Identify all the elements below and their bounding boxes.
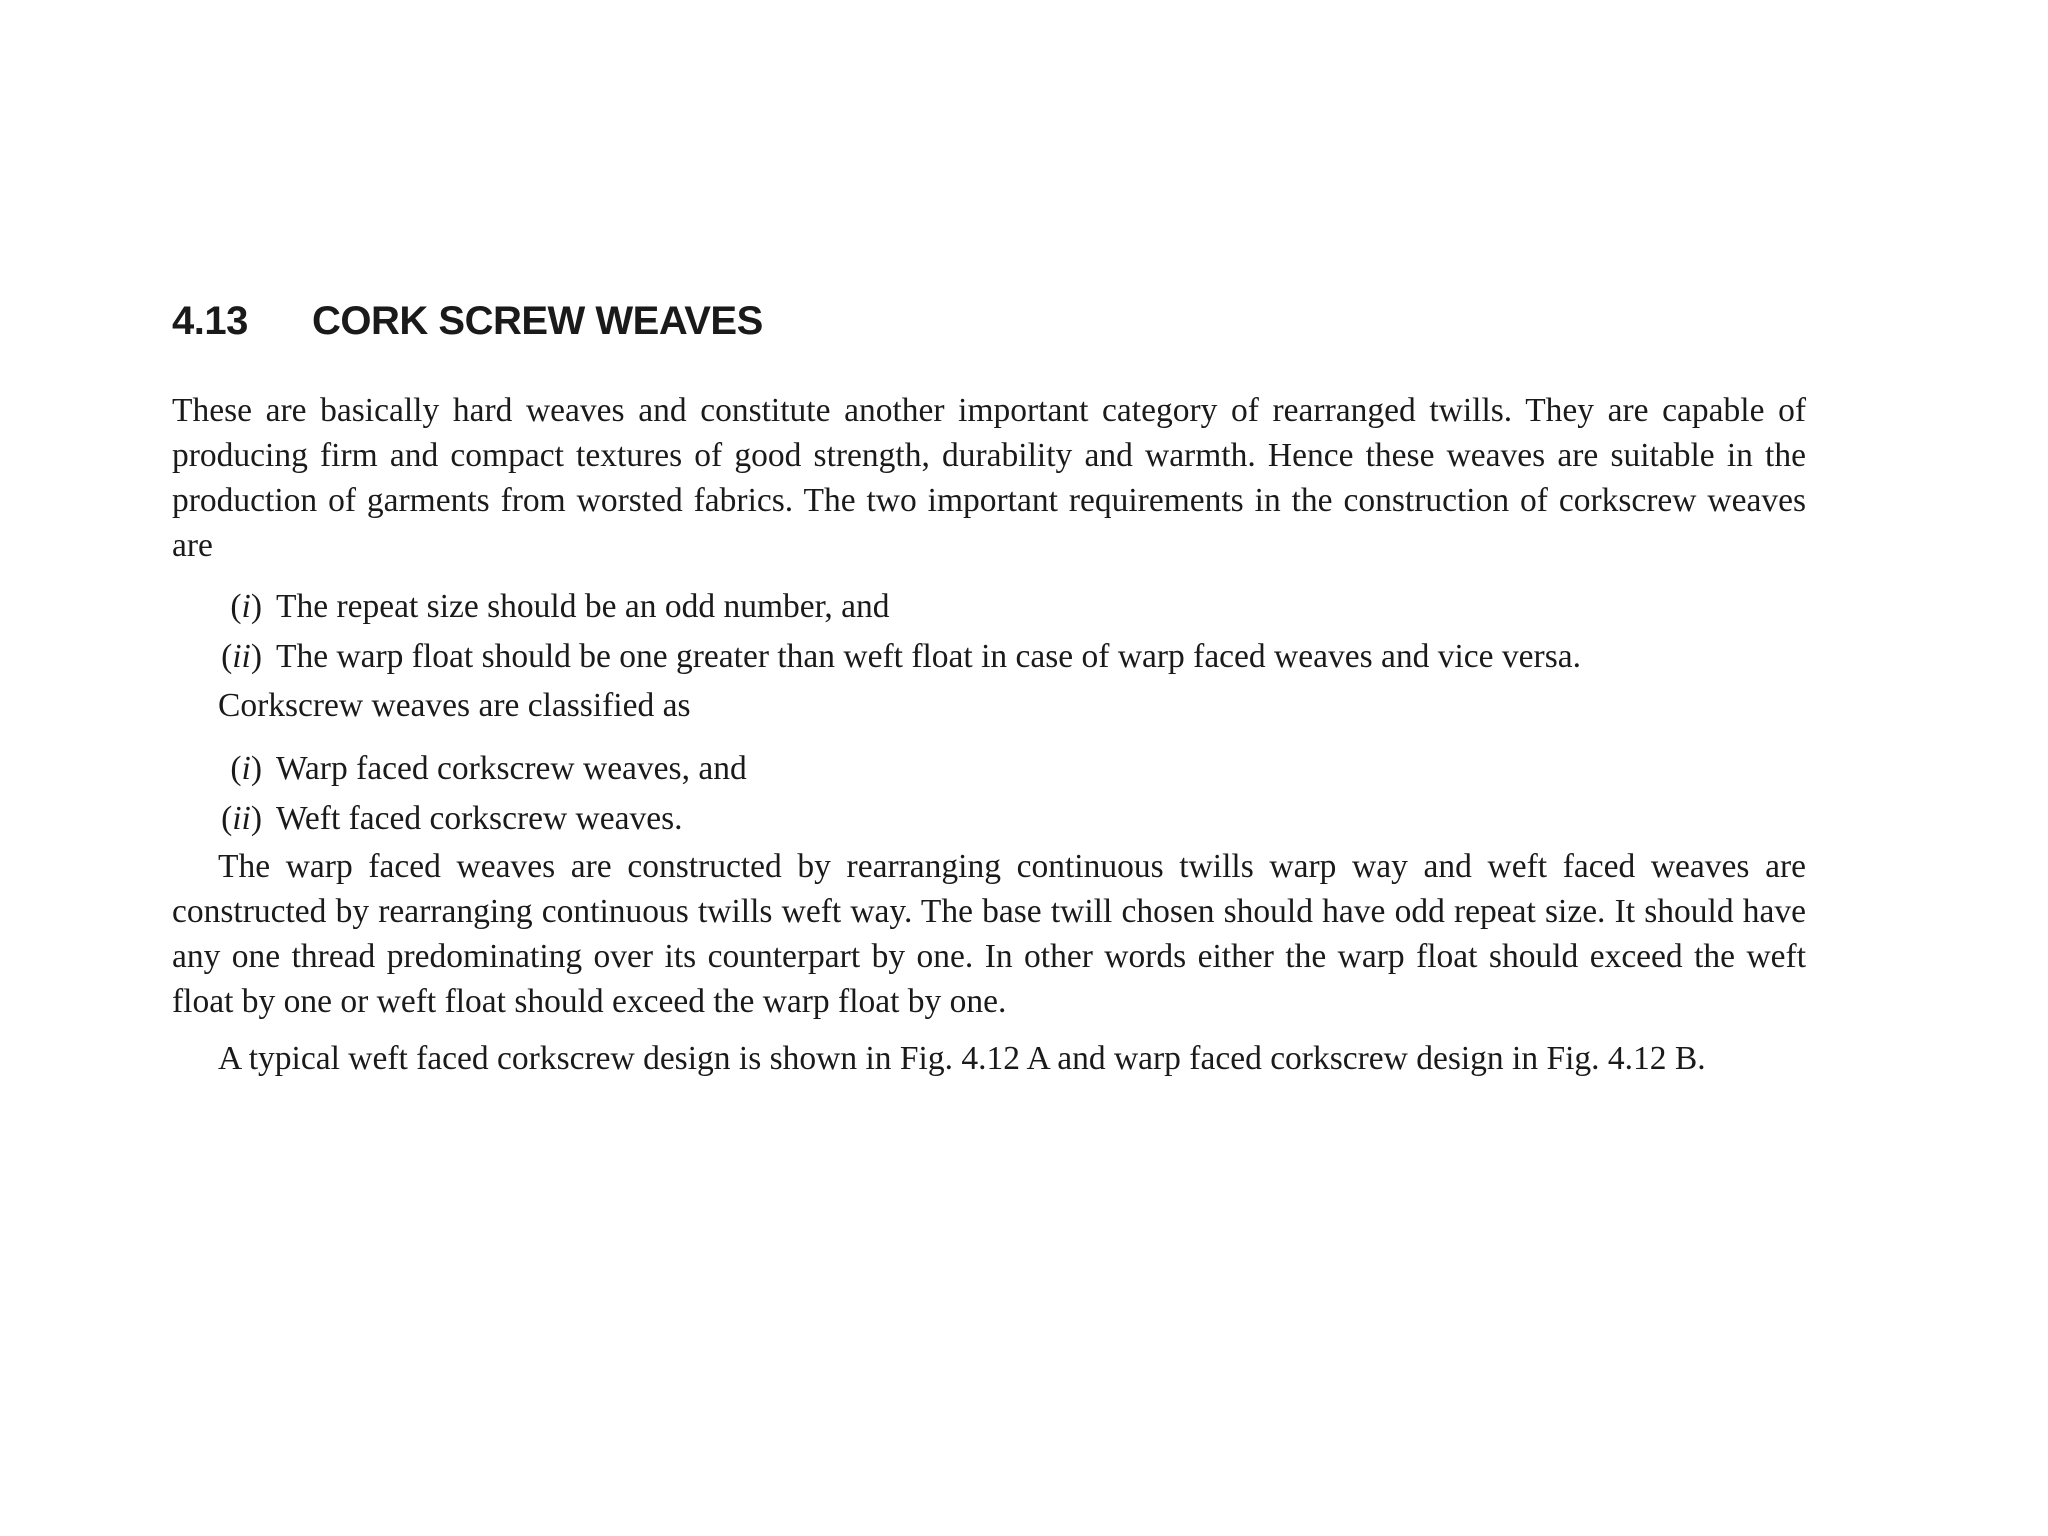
figure-reference-paragraph: A typical weft faced corkscrew design is shown in Fig. 4.12 A and warp faced corkscrew design in Fig. 4.12 B.	[218, 1040, 1706, 1077]
section-number: 4.13	[172, 299, 248, 343]
requirements-list	[172, 582, 1806, 682]
list-item-text: Weft faced corkscrew weaves.	[276, 800, 683, 837]
list-item-text: Warp faced corkscrew weaves, and	[276, 750, 747, 787]
list-item	[172, 582, 1806, 632]
intro-paragraph: These are basically hard weaves and constitute another important category of rearranged twills. They are capable of producing firm and compact textures of good strength, durability and warmth. Hence these weaves are suitable in the production of garments from worsted fabrics. The two important requirements in the construction of corkscrew weaves are	[172, 392, 1806, 564]
list-item-text: The repeat size should be an odd number, and	[276, 588, 890, 625]
list-item-text: The warp float should be one greater than weft float in case of warp faced weaves and vice versa.	[276, 638, 1581, 675]
document-page	[172, 292, 1806, 1081]
list-marker: (i)	[230, 588, 262, 625]
list-marker: (i)	[230, 750, 262, 787]
list-marker: (ii)	[221, 800, 262, 837]
construction-paragraph: The warp faced weaves are constructed by rearranging continuous twills warp way and weft faced weaves are constructed by rearranging continuous twills weft way. The base twill chosen should have odd repeat size. It should have any one thread predominating over its counterpart by one. In other words either the warp float should exceed the weft float by one or weft float should exceed the warp float by one.	[172, 848, 1806, 1020]
section-body	[172, 388, 1806, 1081]
list-item	[172, 632, 1806, 682]
classification-intro: Corkscrew weaves are classified as	[218, 687, 691, 724]
section-title: CORK SCREW WEAVES	[312, 299, 763, 343]
section-heading	[172, 292, 1806, 350]
list-item	[172, 744, 1806, 794]
list-marker: (ii)	[221, 638, 262, 675]
list-item	[172, 794, 1806, 844]
classes-list	[172, 744, 1806, 844]
